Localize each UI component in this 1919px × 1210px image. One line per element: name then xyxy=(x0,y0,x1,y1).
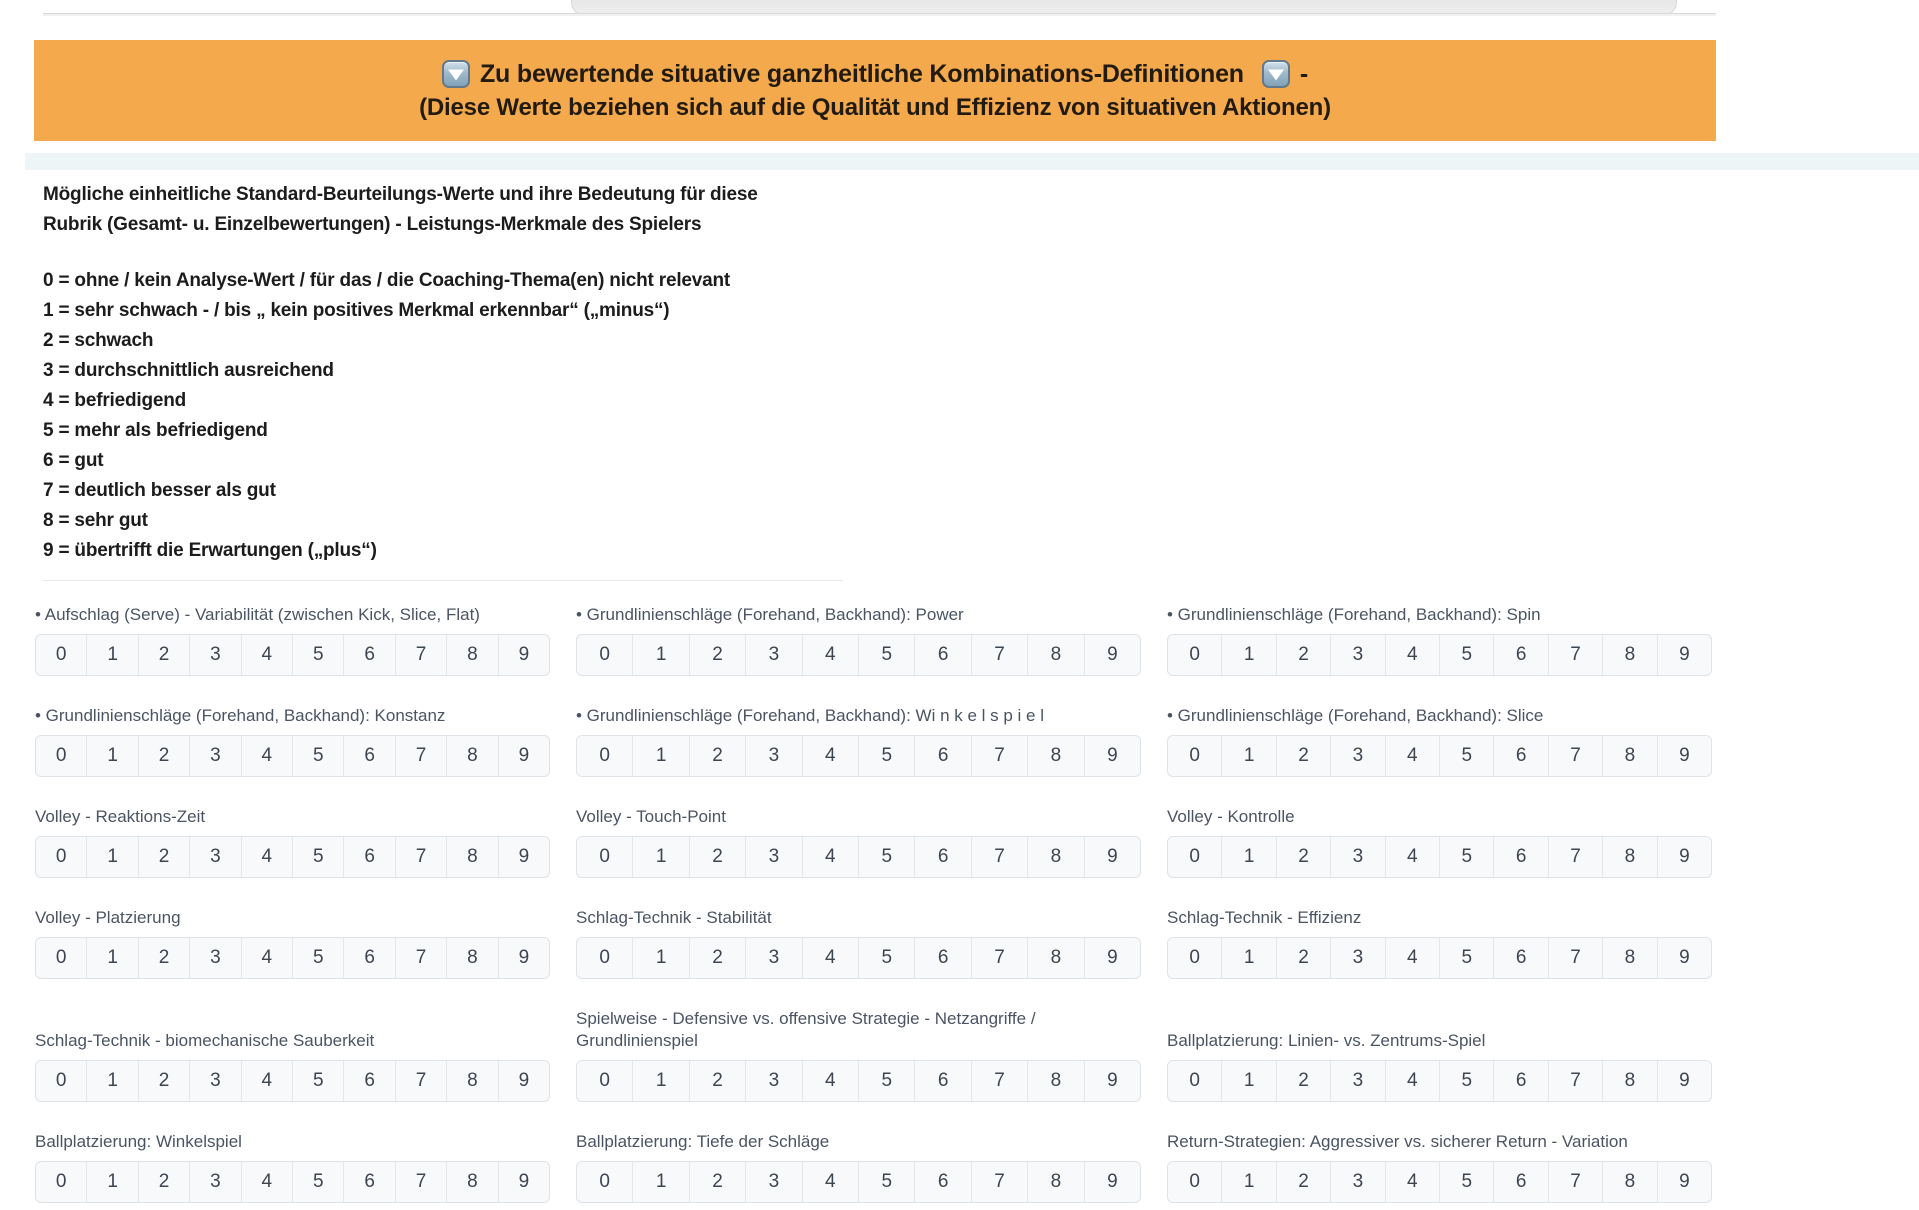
rating-button-4[interactable]: 4 xyxy=(802,938,858,978)
rating-button-8[interactable]: 8 xyxy=(1027,938,1083,978)
rating-item-label: • Grundlinienschläge (Forehand, Backhand): Konstanz xyxy=(35,706,446,725)
rating-button-7[interactable]: 7 xyxy=(395,1162,446,1202)
rating-button-6[interactable]: 6 xyxy=(1493,635,1547,675)
legend-divider xyxy=(43,580,843,581)
rating-button-9[interactable]: 9 xyxy=(498,837,549,877)
rating-button-8[interactable]: 8 xyxy=(1027,1061,1083,1101)
rating-button-8[interactable]: 8 xyxy=(1027,635,1083,675)
rating-button-6[interactable]: 6 xyxy=(1493,736,1547,776)
rating-button-2[interactable]: 2 xyxy=(1276,736,1330,776)
rating-item xyxy=(35,705,550,777)
rating-button-7[interactable]: 7 xyxy=(1548,736,1602,776)
rating-button-2[interactable]: 2 xyxy=(138,635,189,675)
rating-item xyxy=(35,1131,550,1203)
legend-entry: 8 = sehr gut xyxy=(43,510,148,531)
rating-button-1[interactable]: 1 xyxy=(632,1061,688,1101)
rating-item xyxy=(576,604,1141,676)
banner-title-row xyxy=(442,60,1308,89)
rating-button-6[interactable]: 6 xyxy=(1493,837,1547,877)
rating-button-7[interactable]: 7 xyxy=(395,1061,446,1101)
rating-button-9[interactable]: 9 xyxy=(1657,736,1711,776)
rating-button-5[interactable]: 5 xyxy=(858,736,914,776)
rating-item xyxy=(1167,1131,1712,1203)
rating-button-6[interactable]: 6 xyxy=(343,938,394,978)
rating-button-8[interactable]: 8 xyxy=(1602,1162,1656,1202)
legend-entry: 6 = gut xyxy=(43,450,104,471)
rating-button-6[interactable]: 6 xyxy=(914,837,970,877)
rating-button-2[interactable]: 2 xyxy=(1276,938,1330,978)
rating-button-5[interactable]: 5 xyxy=(1439,736,1493,776)
rating-item xyxy=(1167,806,1712,878)
rating-button-5[interactable]: 5 xyxy=(292,837,343,877)
rating-button-5[interactable]: 5 xyxy=(1439,938,1493,978)
rating-item-label: Volley - Kontrolle xyxy=(1167,807,1295,826)
rating-button-7[interactable]: 7 xyxy=(1548,938,1602,978)
rating-button-5[interactable]: 5 xyxy=(292,938,343,978)
rating-scale xyxy=(576,937,1141,979)
rating-button-4[interactable]: 4 xyxy=(241,635,292,675)
legend-heading xyxy=(43,180,863,240)
legend-entry: 3 = durchschnittlich ausreichend xyxy=(43,360,334,381)
rating-button-7[interactable]: 7 xyxy=(395,635,446,675)
rating-legend xyxy=(43,180,863,581)
rating-button-0[interactable]: 0 xyxy=(1168,635,1221,675)
rating-button-8[interactable]: 8 xyxy=(1602,1061,1656,1101)
rating-button-3[interactable]: 3 xyxy=(745,938,801,978)
rating-button-6[interactable]: 6 xyxy=(914,938,970,978)
rating-button-0[interactable]: 0 xyxy=(577,837,632,877)
rating-item-label: Ballplatzierung: Linien- vs. Zentrums-Spiel xyxy=(1167,1031,1486,1050)
rating-button-2[interactable]: 2 xyxy=(689,837,745,877)
rating-item-label: Volley - Reaktions-Zeit xyxy=(35,807,206,826)
rating-button-1[interactable]: 1 xyxy=(1221,837,1275,877)
rating-button-0[interactable]: 0 xyxy=(36,1162,86,1202)
rating-button-0[interactable]: 0 xyxy=(36,837,86,877)
rating-scale xyxy=(1167,1161,1712,1203)
rating-button-2[interactable]: 2 xyxy=(689,1162,745,1202)
rating-button-5[interactable]: 5 xyxy=(292,635,343,675)
rating-button-8[interactable]: 8 xyxy=(446,1162,497,1202)
rating-button-8[interactable]: 8 xyxy=(446,635,497,675)
rating-button-9[interactable]: 9 xyxy=(498,938,549,978)
rating-item xyxy=(1167,1008,1712,1102)
rating-button-3[interactable]: 3 xyxy=(189,837,240,877)
legend-entries xyxy=(43,266,863,566)
rating-button-0[interactable]: 0 xyxy=(577,635,632,675)
rating-button-0[interactable]: 0 xyxy=(1168,736,1221,776)
rating-button-9[interactable]: 9 xyxy=(1657,837,1711,877)
rating-button-1[interactable]: 1 xyxy=(1221,736,1275,776)
rating-button-1[interactable]: 1 xyxy=(86,635,137,675)
rating-item-label: Spielweise - Defensive vs. offensive Strategie - Netzangriffe / Grundlinienspiel xyxy=(576,1009,1036,1050)
rating-button-3[interactable]: 3 xyxy=(189,1162,240,1202)
rating-button-3[interactable]: 3 xyxy=(1330,938,1384,978)
rating-button-1[interactable]: 1 xyxy=(1221,938,1275,978)
rating-button-9[interactable]: 9 xyxy=(1657,1162,1711,1202)
rating-button-5[interactable]: 5 xyxy=(858,635,914,675)
rating-button-8[interactable]: 8 xyxy=(446,837,497,877)
rating-button-5[interactable]: 5 xyxy=(1439,837,1493,877)
rating-button-4[interactable]: 4 xyxy=(802,837,858,877)
legend-entry: 1 = sehr schwach - / bis „ kein positives Merkmal erkennbar“ („minus“) xyxy=(43,300,670,321)
rating-button-1[interactable]: 1 xyxy=(86,1061,137,1101)
rating-button-8[interactable]: 8 xyxy=(446,938,497,978)
rating-button-7[interactable]: 7 xyxy=(395,837,446,877)
rating-item-label: • Grundlinienschläge (Forehand, Backhand): Slice xyxy=(1167,706,1544,725)
rating-button-0[interactable]: 0 xyxy=(36,938,86,978)
rating-button-7[interactable]: 7 xyxy=(395,736,446,776)
rating-button-0[interactable]: 0 xyxy=(1168,1061,1221,1101)
rating-button-2[interactable]: 2 xyxy=(138,837,189,877)
rating-item xyxy=(35,1008,550,1102)
rating-button-1[interactable]: 1 xyxy=(1221,635,1275,675)
rating-button-6[interactable]: 6 xyxy=(343,736,394,776)
rating-button-7[interactable]: 7 xyxy=(1548,837,1602,877)
rating-button-1[interactable]: 1 xyxy=(86,938,137,978)
rating-item xyxy=(576,1008,1141,1102)
rating-button-2[interactable]: 2 xyxy=(1276,1162,1330,1202)
banner-title-suffix: - xyxy=(1299,59,1308,88)
rating-scale xyxy=(576,836,1141,878)
rating-button-4[interactable]: 4 xyxy=(241,938,292,978)
rating-scale xyxy=(1167,1060,1712,1102)
rating-button-7[interactable]: 7 xyxy=(971,837,1027,877)
rating-item-label: Schlag-Technik - Effizienz xyxy=(1167,908,1362,927)
banner-title: Zu bewertende situative ganzheitliche Kombinations-Definitionen xyxy=(479,59,1244,88)
rating-button-8[interactable]: 8 xyxy=(1027,837,1083,877)
rating-item-label: • Grundlinienschläge (Forehand, Backhand): Wi n k e l s p i e l xyxy=(576,706,1045,725)
rating-button-3[interactable]: 3 xyxy=(1330,1162,1384,1202)
rating-button-8[interactable]: 8 xyxy=(1602,635,1656,675)
rating-item xyxy=(35,907,550,979)
rating-button-6[interactable]: 6 xyxy=(343,1061,394,1101)
rating-button-8[interactable]: 8 xyxy=(1602,736,1656,776)
rating-button-6[interactable]: 6 xyxy=(1493,1162,1547,1202)
rating-button-2[interactable]: 2 xyxy=(689,635,745,675)
rating-item-label: Volley - Touch-Point xyxy=(576,807,726,826)
rating-button-6[interactable]: 6 xyxy=(1493,938,1547,978)
rating-scale xyxy=(576,1161,1141,1203)
rating-button-1[interactable]: 1 xyxy=(1221,1061,1275,1101)
rating-item xyxy=(576,1131,1141,1203)
rating-button-4[interactable]: 4 xyxy=(1385,938,1439,978)
rating-item xyxy=(35,806,550,878)
rating-button-1[interactable]: 1 xyxy=(86,1162,137,1202)
rating-button-9[interactable]: 9 xyxy=(1657,635,1711,675)
rating-button-7[interactable]: 7 xyxy=(971,635,1027,675)
section-header-banner[interactable] xyxy=(34,40,1716,141)
rating-button-6[interactable]: 6 xyxy=(914,1061,970,1101)
rating-button-7[interactable]: 7 xyxy=(971,938,1027,978)
rating-button-9[interactable]: 9 xyxy=(498,1061,549,1101)
rating-button-3[interactable]: 3 xyxy=(189,938,240,978)
rating-scale xyxy=(35,937,550,979)
top-divider-highlight xyxy=(43,14,1716,16)
rating-button-9[interactable]: 9 xyxy=(498,736,549,776)
rating-button-4[interactable]: 4 xyxy=(241,837,292,877)
rating-button-1[interactable]: 1 xyxy=(86,736,137,776)
rating-button-3[interactable]: 3 xyxy=(1330,837,1384,877)
rating-button-5[interactable]: 5 xyxy=(858,1162,914,1202)
rating-button-2[interactable]: 2 xyxy=(138,1162,189,1202)
rating-button-6[interactable]: 6 xyxy=(914,635,970,675)
rating-button-2[interactable]: 2 xyxy=(138,1061,189,1101)
rating-item xyxy=(1167,705,1712,777)
rating-button-6[interactable]: 6 xyxy=(343,1162,394,1202)
rating-scale xyxy=(35,1060,550,1102)
rating-button-4[interactable]: 4 xyxy=(802,736,858,776)
rating-button-7[interactable]: 7 xyxy=(971,736,1027,776)
rating-button-0[interactable]: 0 xyxy=(36,736,86,776)
rating-button-0[interactable]: 0 xyxy=(577,1162,632,1202)
rating-button-9[interactable]: 9 xyxy=(1084,736,1140,776)
rating-button-0[interactable]: 0 xyxy=(1168,1162,1221,1202)
rating-button-9[interactable]: 9 xyxy=(1084,1162,1140,1202)
rating-button-4[interactable]: 4 xyxy=(1385,635,1439,675)
rating-scale xyxy=(576,634,1141,676)
rating-button-3[interactable]: 3 xyxy=(745,837,801,877)
legend-entry: 9 = übertrifft die Erwartungen („plus“) xyxy=(43,540,377,561)
rating-button-3[interactable]: 3 xyxy=(745,635,801,675)
rating-button-5[interactable]: 5 xyxy=(858,1061,914,1101)
rating-button-3[interactable]: 3 xyxy=(1330,1061,1384,1101)
rating-button-2[interactable]: 2 xyxy=(1276,1061,1330,1101)
rating-item-label: Schlag-Technik - Stabilität xyxy=(576,908,772,927)
legend-entry: 5 = mehr als befriedigend xyxy=(43,420,268,441)
rating-button-4[interactable]: 4 xyxy=(1385,736,1439,776)
rating-button-4[interactable]: 4 xyxy=(802,1162,858,1202)
rating-button-1[interactable]: 1 xyxy=(632,736,688,776)
rating-item xyxy=(1167,604,1712,676)
rating-item-label: Ballplatzierung: Winkelspiel xyxy=(35,1132,242,1151)
legend-heading-line1: Mögliche einheitliche Standard-Beurteilungs-Werte und ihre Bedeutung für diese xyxy=(43,184,758,205)
rating-button-2[interactable]: 2 xyxy=(138,938,189,978)
rating-item xyxy=(576,907,1141,979)
rating-button-7[interactable]: 7 xyxy=(1548,1061,1602,1101)
rating-item-label: Schlag-Technik - biomechanische Sauberkeit xyxy=(35,1031,375,1050)
rating-button-6[interactable]: 6 xyxy=(343,837,394,877)
rating-button-8[interactable]: 8 xyxy=(1027,1162,1083,1202)
rating-button-2[interactable]: 2 xyxy=(689,1061,745,1101)
rating-button-3[interactable]: 3 xyxy=(745,1061,801,1101)
rating-grid xyxy=(35,604,1715,1203)
legend-entry: 4 = befriedigend xyxy=(43,390,187,411)
rating-button-6[interactable]: 6 xyxy=(1493,1061,1547,1101)
rating-button-8[interactable]: 8 xyxy=(1027,736,1083,776)
rating-button-4[interactable]: 4 xyxy=(241,1061,292,1101)
rating-scale xyxy=(576,735,1141,777)
rating-button-1[interactable]: 1 xyxy=(86,837,137,877)
rating-button-9[interactable]: 9 xyxy=(498,1162,549,1202)
rating-scale xyxy=(35,1161,550,1203)
rating-scale xyxy=(1167,634,1712,676)
rating-button-4[interactable]: 4 xyxy=(241,736,292,776)
rating-button-2[interactable]: 2 xyxy=(689,938,745,978)
rating-scale xyxy=(1167,937,1712,979)
rating-button-5[interactable]: 5 xyxy=(292,1162,343,1202)
down-arrow-button-icon xyxy=(442,60,470,88)
rating-button-2[interactable]: 2 xyxy=(689,736,745,776)
rating-button-8[interactable]: 8 xyxy=(1602,837,1656,877)
rating-button-0[interactable]: 0 xyxy=(1168,837,1221,877)
rating-button-5[interactable]: 5 xyxy=(292,1061,343,1101)
rating-button-3[interactable]: 3 xyxy=(189,736,240,776)
rating-scale xyxy=(35,735,550,777)
down-arrow-button-icon xyxy=(1262,60,1290,88)
rating-scale xyxy=(576,1060,1141,1102)
rating-button-4[interactable]: 4 xyxy=(1385,837,1439,877)
rating-button-6[interactable]: 6 xyxy=(343,635,394,675)
rating-button-5[interactable]: 5 xyxy=(1439,1162,1493,1202)
rating-button-3[interactable]: 3 xyxy=(189,1061,240,1101)
rating-button-8[interactable]: 8 xyxy=(446,736,497,776)
rating-item xyxy=(576,705,1141,777)
rating-item-label: Volley - Platzierung xyxy=(35,908,181,927)
legend-entry: 0 = ohne / kein Analyse-Wert / für das / die Coaching-Thema(en) nicht relevant xyxy=(43,270,731,291)
rating-button-3[interactable]: 3 xyxy=(1330,736,1384,776)
rating-item-label: • Aufschlag (Serve) - Variabilität (zwischen Kick, Slice, Flat) xyxy=(35,605,480,624)
rating-button-2[interactable]: 2 xyxy=(1276,837,1330,877)
rating-button-1[interactable]: 1 xyxy=(632,938,688,978)
rating-button-1[interactable]: 1 xyxy=(632,635,688,675)
legend-entry: 7 = deutlich besser als gut xyxy=(43,480,276,501)
rating-button-9[interactable]: 9 xyxy=(1657,1061,1711,1101)
rating-button-4[interactable]: 4 xyxy=(241,1162,292,1202)
rating-button-7[interactable]: 7 xyxy=(395,938,446,978)
rating-button-0[interactable]: 0 xyxy=(577,938,632,978)
rating-scale xyxy=(1167,735,1712,777)
rating-button-0[interactable]: 0 xyxy=(36,1061,86,1101)
rating-item xyxy=(1167,907,1712,979)
rating-button-9[interactable]: 9 xyxy=(498,635,549,675)
rating-button-8[interactable]: 8 xyxy=(446,1061,497,1101)
section-strip xyxy=(25,153,1919,170)
rating-item-label: Return-Strategien: Aggressiver vs. sicherer Return - Variation xyxy=(1167,1132,1628,1151)
rating-button-6[interactable]: 6 xyxy=(914,1162,970,1202)
banner-subtitle: (Diese Werte beziehen sich auf die Qualität und Effizienz von situativen Aktionen) xyxy=(419,93,1331,121)
rating-button-8[interactable]: 8 xyxy=(1602,938,1656,978)
rating-button-5[interactable]: 5 xyxy=(1439,1061,1493,1101)
rating-button-5[interactable]: 5 xyxy=(858,938,914,978)
rating-button-7[interactable]: 7 xyxy=(971,1061,1027,1101)
rating-button-9[interactable]: 9 xyxy=(1084,1061,1140,1101)
legend-heading-line2: Rubrik (Gesamt- u. Einzelbewertungen) - Leistungs-Merkmale des Spielers xyxy=(43,214,702,235)
rating-item-label: Ballplatzierung: Tiefe der Schläge xyxy=(576,1132,830,1151)
rating-button-9[interactable]: 9 xyxy=(1657,938,1711,978)
rating-button-4[interactable]: 4 xyxy=(802,635,858,675)
rating-button-7[interactable]: 7 xyxy=(1548,1162,1602,1202)
rating-button-3[interactable]: 3 xyxy=(1330,635,1384,675)
rating-scale xyxy=(35,634,550,676)
rating-button-4[interactable]: 4 xyxy=(1385,1162,1439,1202)
rating-button-2[interactable]: 2 xyxy=(138,736,189,776)
rating-scale xyxy=(35,836,550,878)
rating-item-label: • Grundlinienschläge (Forehand, Backhand): Power xyxy=(576,605,964,624)
rating-button-5[interactable]: 5 xyxy=(292,736,343,776)
rating-button-7[interactable]: 7 xyxy=(1548,635,1602,675)
rating-button-5[interactable]: 5 xyxy=(858,837,914,877)
rating-button-2[interactable]: 2 xyxy=(1276,635,1330,675)
rating-button-0[interactable]: 0 xyxy=(577,1061,632,1101)
rating-button-9[interactable]: 9 xyxy=(1084,837,1140,877)
rating-button-0[interactable]: 0 xyxy=(577,736,632,776)
rating-button-1[interactable]: 1 xyxy=(1221,1162,1275,1202)
rating-scale xyxy=(1167,836,1712,878)
rating-item xyxy=(35,604,550,676)
rating-button-9[interactable]: 9 xyxy=(1084,938,1140,978)
rating-button-1[interactable]: 1 xyxy=(632,837,688,877)
rating-button-0[interactable]: 0 xyxy=(36,635,86,675)
rating-button-4[interactable]: 4 xyxy=(802,1061,858,1101)
rating-button-7[interactable]: 7 xyxy=(971,1162,1027,1202)
rating-item xyxy=(576,806,1141,878)
rating-button-5[interactable]: 5 xyxy=(1439,635,1493,675)
rating-item-label: • Grundlinienschläge (Forehand, Backhand): Spin xyxy=(1167,605,1541,624)
legend-entry: 2 = schwach xyxy=(43,330,154,351)
rating-button-0[interactable]: 0 xyxy=(1168,938,1221,978)
rating-button-9[interactable]: 9 xyxy=(1084,635,1140,675)
rating-button-3[interactable]: 3 xyxy=(745,1162,801,1202)
rating-button-3[interactable]: 3 xyxy=(189,635,240,675)
rating-button-6[interactable]: 6 xyxy=(914,736,970,776)
rating-button-3[interactable]: 3 xyxy=(745,736,801,776)
rating-button-4[interactable]: 4 xyxy=(1385,1061,1439,1101)
rating-button-1[interactable]: 1 xyxy=(632,1162,688,1202)
